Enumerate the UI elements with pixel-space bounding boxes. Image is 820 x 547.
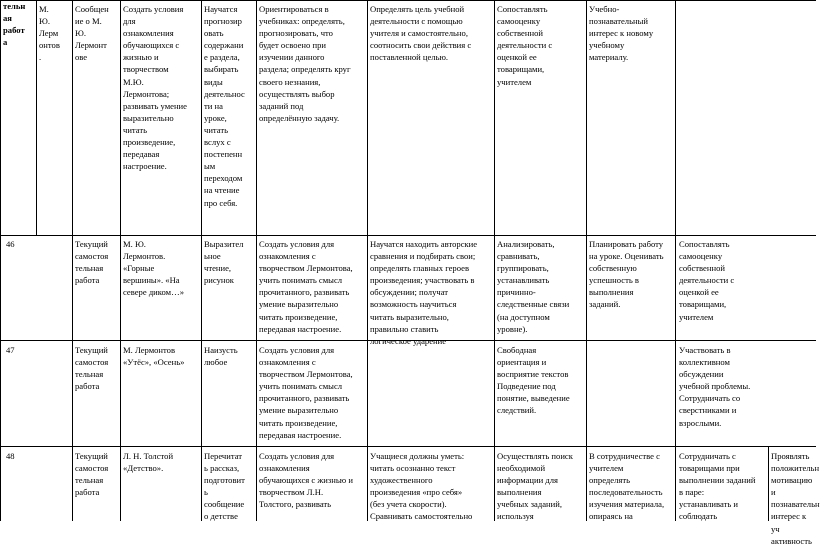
column-divider: [768, 446, 769, 521]
cell-communicative: Сотрудничать с товарищами при выполнении заданий в паре: устанавливать и соблюдать: [679, 451, 756, 522]
column-divider: [494, 0, 495, 521]
column-divider: [367, 0, 368, 521]
cell-control: Сообщен ие о М. Ю. Лермонт ове: [75, 4, 109, 63]
cell-subject-results: Научатся прогнозир овать содержани е раздела, выбирать виды деятельнос ти на уроке, читать вслух с постепенн ым переходом на чтение про себя.: [204, 4, 245, 208]
cell-lesson-number: 48: [6, 451, 15, 461]
cell-topic: М. Лермонтов «Утёс», «Осень»: [123, 345, 185, 368]
cell-topic: Л. Н. Толстой «Детство».: [123, 451, 174, 474]
column-divider: [72, 0, 73, 521]
column-divider: [36, 0, 37, 235]
cell-regulatory: Планировать работу на уроке. Оценивать собственную успешность в выполнения заданий.: [589, 239, 664, 310]
cell-control: Текущий самостоя тельная работа: [75, 345, 109, 392]
cell-cognitive: Осуществлять поиск необходимой информации для выполнения учебных заданий, используя: [497, 451, 573, 522]
column-divider: [675, 0, 676, 521]
cell-goals: Создать условия для ознакомления обучающихся с жизнью и творчеством Л.Н. Толстого, развивать: [259, 451, 353, 510]
cell-cognitive: Свободная ориентация и восприятие текстов Подведение под понятие, выведение следствий.: [497, 345, 570, 416]
cell-topic-short: М. Ю. Лерм онтов .: [39, 4, 60, 63]
cell-personal: Проявлять положительн мотивацию и познавательн интерес к уч активность: [771, 451, 820, 546]
cell-homework: Перечитат ь рассказ, подготовит ь сообщение о детстве: [204, 451, 245, 522]
column-divider: [0, 0, 1, 521]
cell-subject-results: Учащиеся должны уметь: читать осознанно текст художественного произведения «про себя» (без учета скорости). Сравнивать самостоятельно: [370, 451, 473, 522]
cell-homework: Наизусть любое: [204, 345, 238, 368]
cell-goals: Создать условия для ознакомления обучающихся с жизнью и творчеством М.Ю. Лермонтова; развивать умение выразительно читать произведение, передавая настроение.: [123, 4, 187, 172]
cell-goals: Создать условия для ознакомления с творчеством Лермонтова, учить понимать смысл прочитанного, развивать умение выразительно читать произведение, передавая настроение.: [259, 345, 353, 440]
cell-regulatory: В сотрудничестве с учителем определять последовательность изучения материала, опираясь на: [589, 451, 665, 522]
cell-lesson-number: 47: [6, 345, 15, 355]
column-divider: [201, 0, 202, 521]
column-divider: [256, 0, 257, 521]
column-divider: [120, 0, 121, 521]
cell-cognitive: Анализировать, сравнивать, группировать, устанавливать причинно- следственные связи (на доступном уровне).: [497, 239, 570, 334]
cell-communicative: Сопоставлять самооценку собственной деятельности с оценкой ее товарищами, учителем: [679, 239, 735, 322]
cell-personal: Учебно- познавательный интерес к новому учебному материалу.: [589, 4, 654, 63]
cell-goals: Создать условия для ознакомления с творчеством Лермонтова, учить понимать смысл прочитанного, развивать умение выразительно читать произведение, передавая настроение.: [259, 239, 353, 334]
cell-lesson-type: тельн ая работ а: [3, 1, 26, 48]
cell-homework: Выразител ьное чтение, рисунок: [204, 239, 244, 286]
row-divider: [0, 0, 816, 1]
cell-topic: М. Ю. Лермонтов. «Горные вершины». «На севере диком…»: [123, 239, 184, 298]
cell-subject-results: Научатся находить авторские сравнения и подбирать свои; определять главных героев произведения; участвовать в обсуждении; получат возможность научиться читать выразительно, правильно ставить логическое ударение: [370, 239, 478, 346]
cell-control: Текущий самостоя тельная работа: [75, 239, 109, 286]
cell-communicative: Участвовать в коллективном обсуждении учебной проблемы. Сотрудничать со сверстниками и взрослыми.: [679, 345, 751, 428]
cell-communicative: Сопоставлять самооценку собственной деятельности с оценкой ее товарищами, учителем: [497, 4, 553, 87]
row-divider: [0, 235, 816, 236]
cell-cognitive: Ориентироваться в учебниках: определять, прогнозировать, что будет освоено при изучении данного раздела; определять круг своего незнания, осуществлять выбор заданий под определённую задачу.: [259, 4, 351, 123]
cell-control: Текущий самостоя тельная работа: [75, 451, 109, 498]
cell-lesson-number: 46: [6, 239, 15, 249]
cell-regulatory: Определять цель учебной деятельности с помощью учителя и самостоятельно, соотносить свои действия с поставленной целью.: [370, 4, 472, 63]
row-divider: [0, 446, 816, 447]
column-divider: [586, 0, 587, 521]
